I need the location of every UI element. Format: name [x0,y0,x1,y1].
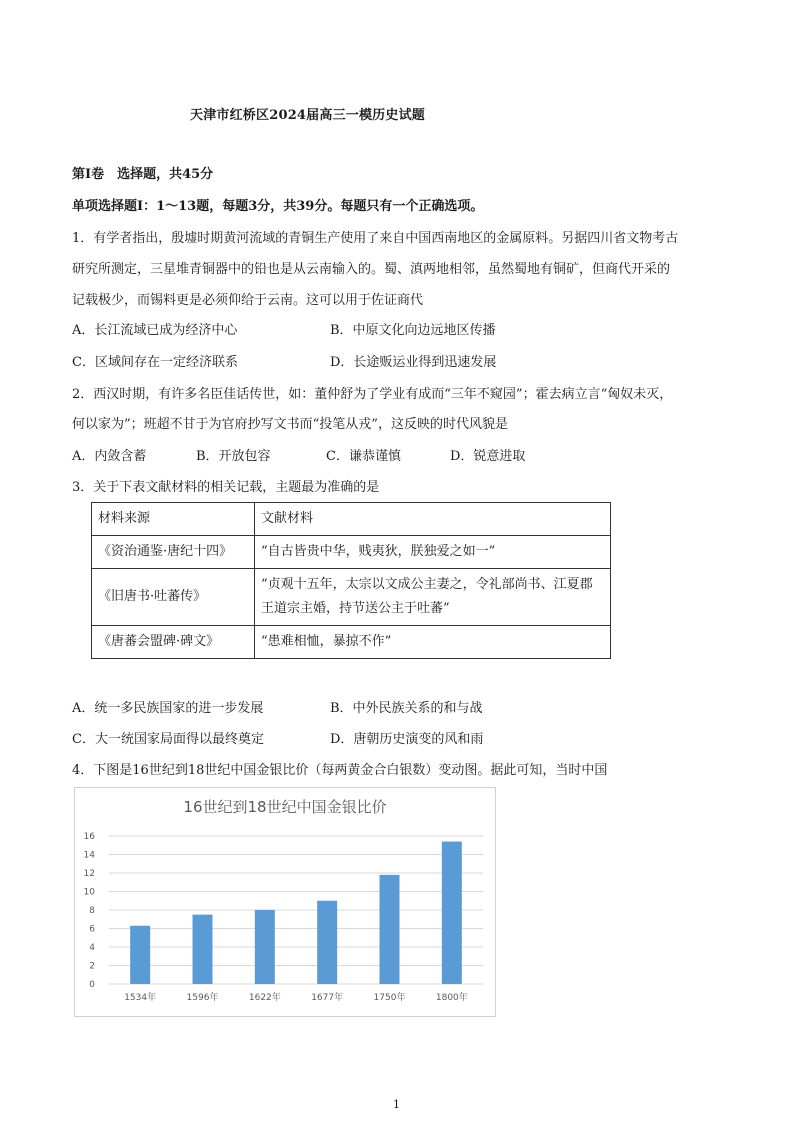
q3-option-b: B．中外民族关系的和与战 [330,701,483,716]
y-tick-label: 10 [83,887,95,898]
q3-option-a: A．统一多民族国家的进一步发展 [72,701,264,716]
q2-line-1: 2．西汉时期，有许多名臣佳话传世，如：董仲舒为了学业有成而“三年不窥园”；霍去病立言“匈奴未灭， [72,387,673,402]
q3-stem: 3．关于下表文献材料的相关记载，主题最为准确的是 [72,480,380,495]
q1-line-3: 记载极少，而锡料更是必须仰给于云南。这可以用于佐证商代 [72,293,424,308]
q3-option-c: C．大一统国家局面得以最终奠定 [72,732,264,747]
y-tick-label: 12 [83,869,95,879]
bar [193,915,213,984]
q4-stem: 4．下图是16世纪到18世纪中国金银比价（每两黄金合白银数）变动图。据此可知，当时中国 [72,763,608,778]
q2-line-2: 何以家为”；班超不甘于为官府抄写文书而“投笔从戎”，这反映的时代风貌是 [72,417,508,432]
q1-option-b: B．中原文化向边远地区传播 [330,323,496,338]
table-row [92,569,611,626]
x-tick-label: 1800年 [435,993,468,1003]
table-row [92,536,611,569]
y-tick-label: 6 [89,924,95,935]
source-table [91,502,611,659]
table-cell-source: 《唐蕃会盟碑·碑文》 [92,626,255,659]
q1-option-d: D．长途贩运业得到迅速发展 [330,355,497,370]
table-cell-source: 《旧唐书·吐蕃传》 [92,569,255,626]
table-row [92,626,611,659]
table-cell-source: 《资治通鉴·唐纪十四》 [92,536,255,569]
y-tick-label: 4 [89,943,95,953]
table-header-source: 材料来源 [92,503,255,536]
x-tick-label: 1677年 [311,993,344,1003]
page-number: 1 [393,1098,400,1111]
section-instructions: 单项选择题Ⅰ：1～13题，每题3分，共39分。每题只有一个正确选项。 [72,199,484,214]
x-tick-label: 1596年 [186,993,219,1003]
chart-title: 16世纪到18世纪中国金银比价 [183,798,387,816]
table-header-row [92,503,611,536]
chart-plot [75,788,495,1016]
y-tick-label: 16 [83,832,95,842]
q2-option-b: B．开放包容 [196,449,271,464]
x-tick-label: 1750年 [373,993,406,1003]
bar [380,875,400,984]
q2-option-d: D．锐意进取 [450,449,526,464]
bar [317,901,337,984]
q1-option-a: A．长江流域已成为经济中心 [72,323,238,338]
q1-option-c: C．区域间存在一定经济联系 [72,355,238,370]
bar [442,842,462,984]
bar [130,926,150,984]
y-tick-label: 14 [83,850,95,861]
table-cell-material: “自古皆贵中华，贱夷狄，朕独爱之如一” [255,536,611,569]
q2-option-c: C．谦恭谨慎 [326,449,401,464]
section-heading: 第Ⅰ卷 选择题，共45分 [72,167,214,182]
q2-option-a: A．内敛含蓄 [72,449,147,464]
table-header-material: 文献材料 [255,503,611,536]
table-cell-material: “患难相恤，暴掠不作” [255,626,611,659]
q1-line-1: 1．有学者指出，殷墟时期黄河流域的青铜生产使用了来自中国西南地区的金属原料。另据四川省文物考古 [72,231,679,246]
q3-option-d: D．唐朝历史演变的风和雨 [330,732,484,747]
x-tick-label: 1534年 [124,993,157,1003]
y-tick-label: 2 [89,961,95,972]
q1-line-2: 研究所测定，三星堆青铜器中的铅也是从云南输入的。蜀、滇两地相邻，虽然蜀地有铜矿，但商代开采的 [72,262,671,277]
table-cell-material: “贞观十五年，太宗以文成公主妻之，令礼部尚书、江夏郡王道宗主婚，持节送公主于吐蕃” [255,569,611,626]
y-tick-label: 8 [89,906,95,916]
x-tick-label: 1622年 [248,993,281,1003]
page-title: 天津市红桥区2024届高三一模历史试题 [190,108,425,123]
bar [255,910,275,984]
gold-silver-ratio-chart [74,787,496,1017]
y-tick-label: 0 [89,980,95,990]
